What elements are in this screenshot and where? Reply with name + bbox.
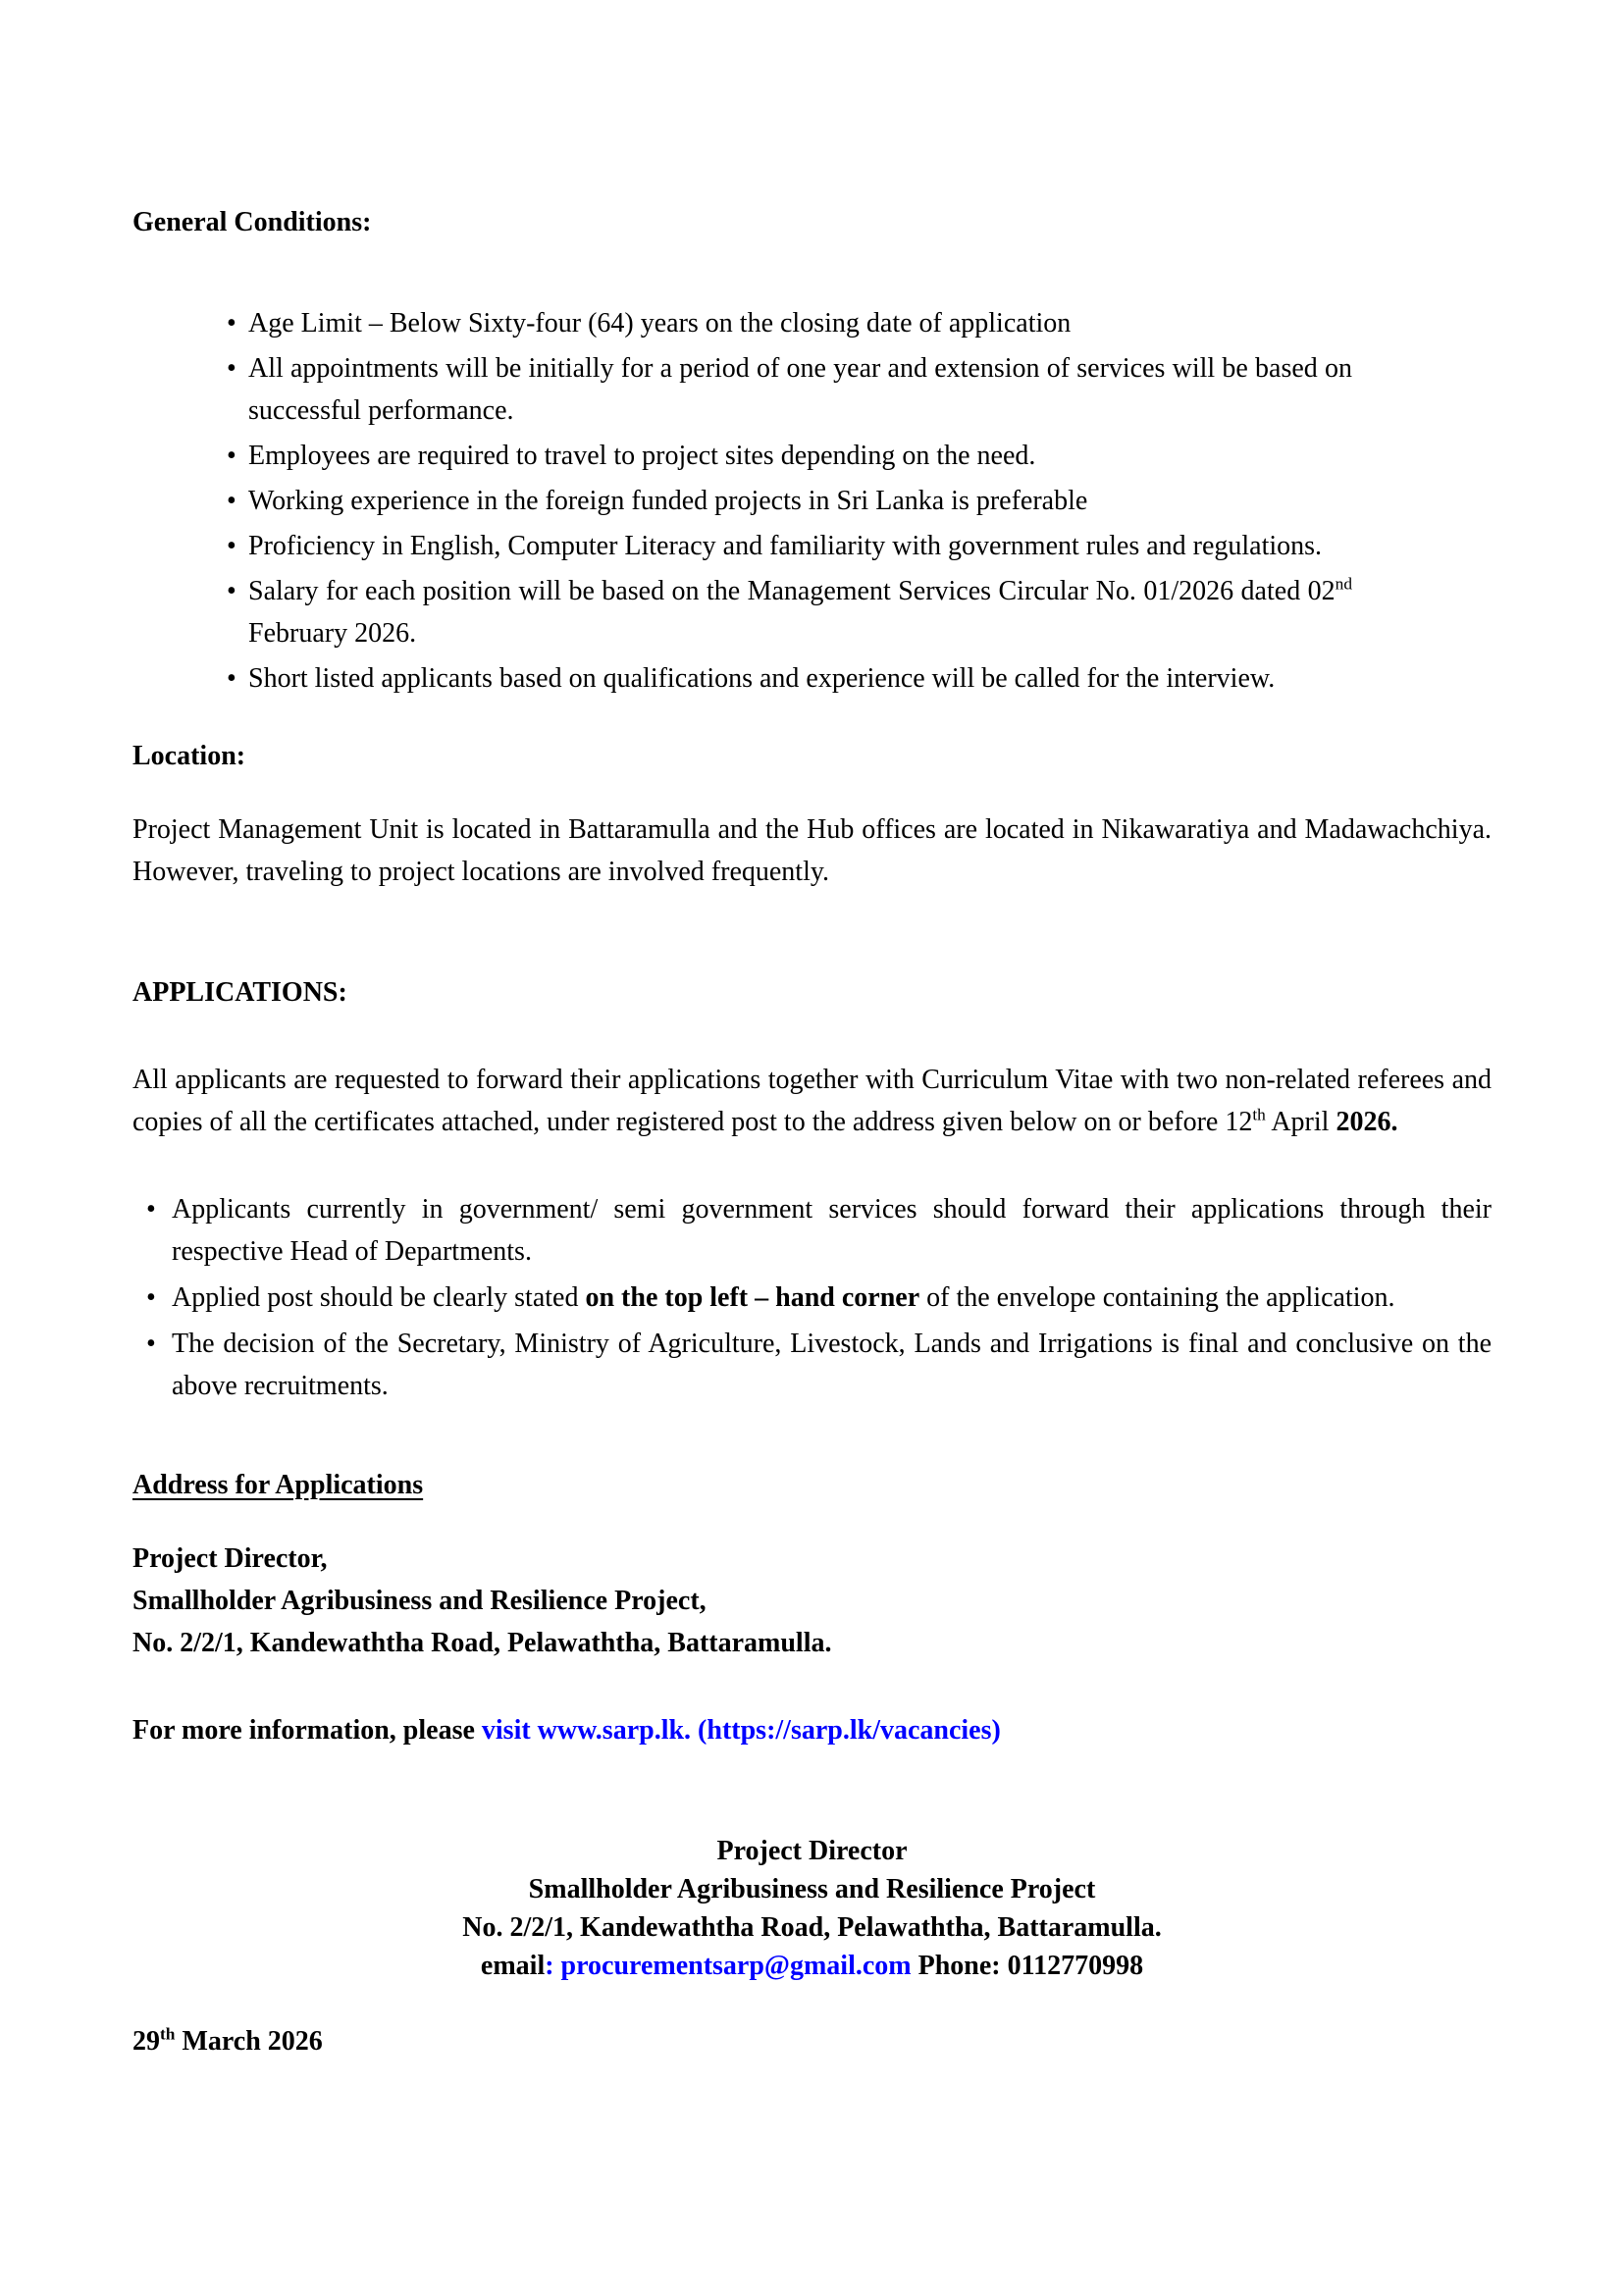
footer-line: Smallholder Agribusiness and Resilience Project: [528, 1874, 1096, 1904]
list-item: [231, 525, 1352, 567]
applications-heading: APPLICATIONS:: [132, 977, 347, 1008]
list-item: [150, 1277, 1492, 1319]
email-label: email: [480, 1951, 546, 1981]
paragraph-text: All applicants are requested to forward their applications together with Curriculum Vitae with two non-related referees and copies of all the certificates attached, under registered post to the address given below on or before 12: [132, 1065, 1492, 1137]
general-conditions-list: [132, 302, 1492, 700]
envelope-corner-emphasis: on the top left – hand corner: [585, 1282, 920, 1313]
ordinal-superscript: nd: [1335, 574, 1352, 594]
address-line: Project Director,: [132, 1543, 328, 1574]
bullet-text: Short listed applicants based on qualifications and experience will be called for the interview.: [248, 663, 1276, 694]
bullet-text: Employees are required to travel to project sites depending on the need.: [248, 441, 1036, 471]
bullet-text: The decision of the Secretary, Ministry of Agriculture, Livestock, Lands and Irrigations is final and conclusive on the above recruitments.: [172, 1329, 1492, 1401]
more-info-line: [132, 1709, 1492, 1751]
address-line: Smallholder Agribusiness and Resilience Project,: [132, 1586, 707, 1616]
bullet-text: of the envelope containing the application.: [919, 1282, 1395, 1313]
bullet-text: Proficiency in English, Computer Literacy and familiarity with government rules and regulations.: [248, 531, 1323, 561]
bullet-text: February 2026.: [248, 618, 417, 649]
address-block: [132, 1538, 1492, 1664]
bullet-text: Working experience in the foreign funded projects in Sri Lanka is preferable: [248, 486, 1088, 516]
date-rest: March 2026: [175, 2026, 323, 2057]
phone-text: Phone: 0112770998: [911, 1951, 1144, 1981]
location-heading: Location:: [132, 741, 246, 771]
list-item: [231, 657, 1352, 700]
email-link[interactable]: : procurementsarp@gmail.com: [545, 1951, 912, 1981]
general-conditions-heading: General Conditions:: [132, 207, 372, 237]
document-date: [132, 2020, 1492, 2062]
address-line: No. 2/2/1, Kandewaththa Road, Pelawaththa, Battaramulla.: [132, 1628, 832, 1658]
ordinal-superscript: th: [1252, 1105, 1266, 1124]
footer-signature-block: [132, 1832, 1492, 1985]
list-item: [231, 435, 1352, 477]
more-info-text: For more information, please: [132, 1715, 482, 1746]
bullet-text: Applied post should be clearly stated: [172, 1282, 586, 1313]
date-day: 29: [132, 2026, 160, 2057]
footer-contact-line: [132, 1947, 1492, 1985]
list-item: [231, 347, 1352, 432]
bullet-text: All appointments will be initially for a period of one year and extension of services will be based on successful performance.: [248, 353, 1352, 426]
deadline-year: 2026.: [1336, 1107, 1398, 1137]
paragraph-text: April: [1265, 1107, 1336, 1137]
bullet-text: Applicants currently in government/ semi government services should forward their applications through their respective Head of Departments.: [172, 1194, 1492, 1267]
applications-list: [132, 1188, 1492, 1407]
footer-line: No. 2/2/1, Kandewaththa Road, Pelawaththa, Battaramulla.: [462, 1912, 1162, 1943]
list-item: [231, 480, 1352, 522]
ordinal-superscript: th: [160, 2024, 176, 2044]
heading-text: Address for Applications: [132, 1470, 424, 1500]
applications-paragraph: [132, 1059, 1492, 1143]
list-item: [150, 1323, 1492, 1407]
address-for-applications-heading: [132, 1464, 1492, 1506]
list-item: [231, 302, 1352, 344]
list-item: [231, 570, 1352, 654]
footer-line: Project Director: [716, 1836, 908, 1866]
bullet-text: Age Limit – Below Sixty-four (64) years on the closing date of application: [248, 308, 1072, 339]
vacancies-link[interactable]: visit www.sarp.lk. (https://sarp.lk/vacancies): [481, 1715, 1001, 1746]
bullet-text: Salary for each position will be based on the Management Services Circular No. 01/2026 dated 02: [248, 576, 1336, 606]
list-item: [150, 1188, 1492, 1273]
location-paragraph: Project Management Unit is located in Battaramulla and the Hub offices are located in Nikawaratiya and Madawachchiya. However, traveling to project locations are involved frequently.: [132, 814, 1492, 887]
